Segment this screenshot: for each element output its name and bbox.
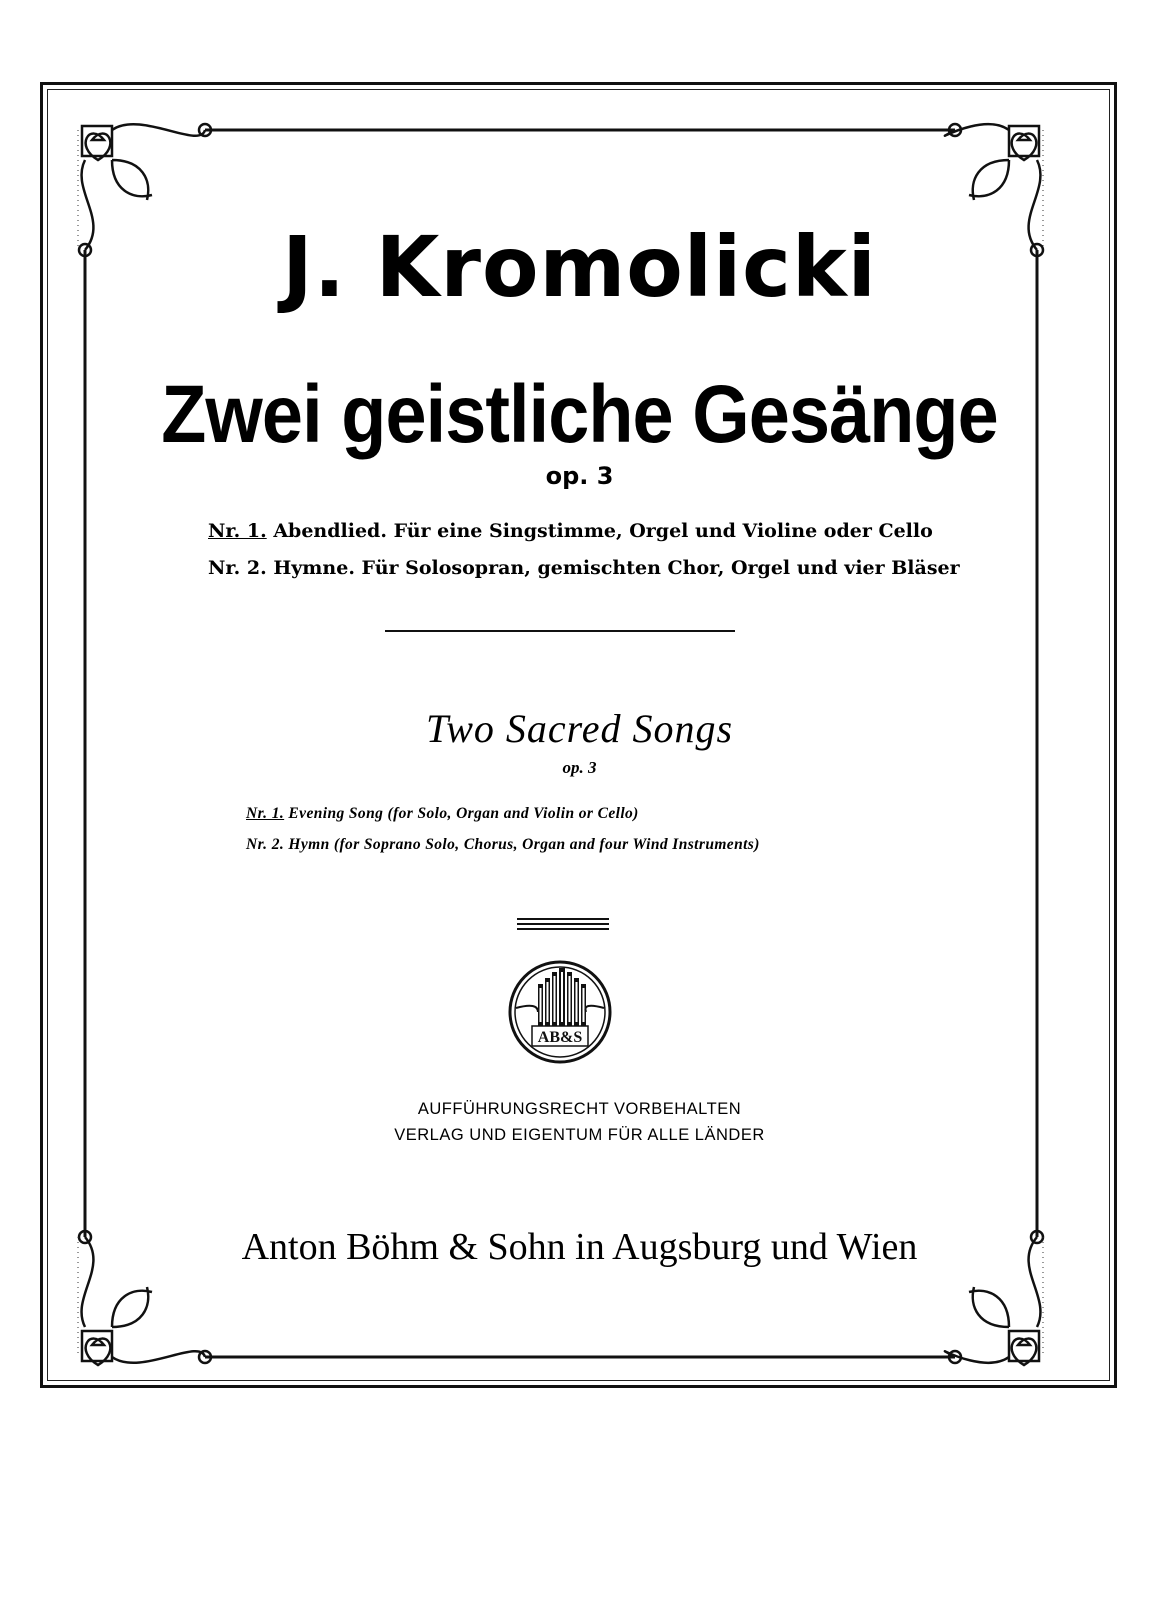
work-description: Hymne. Für Solosopran, gemischten Chor, Orgel und vier Bläser [266,557,960,579]
work-number: Nr. 2. [208,557,267,579]
publisher-logo-icon [502,958,618,1066]
rights-line-2: VERLAG UND EIGENTUM FÜR ALLE LÄNDER [394,1126,765,1144]
triple-divider [517,918,609,933]
title-english: Two Sacred Songs [425,706,734,751]
work-description: Abendlied. Für eine Singstimme, Orgel und Violine oder Cello [266,520,933,542]
publisher-imprint: Anton Böhm & Sohn in Augsburg und Wien [241,1226,918,1268]
work-description: Evening Song (for Solo, Organ and Violin or Cello) [284,805,639,822]
work-number: Nr. 1. [246,805,285,822]
work-line-de-2 [208,557,960,579]
logo-text: AB&S [537,1029,583,1046]
divider-rule [385,630,735,632]
opus-number-german: op. 3 [545,462,614,490]
work-line-de-1 [208,520,933,542]
rights-line-1: AUFFÜHRUNGSRECHT VORBEHALTEN [417,1100,742,1118]
work-line-en-2 [246,836,760,854]
work-number: Nr. 1. [208,520,267,542]
title-german: Zwei geistliche Gesänge [161,369,998,460]
composer-name: J. Kromolicki [282,218,877,316]
work-line-en-1 [246,805,639,823]
work-description: Hymn (for Soprano Solo, Chorus, Organ and four Wind Instruments) [284,836,760,853]
opus-number-english: op. 3 [562,758,597,777]
work-number: Nr. 2. [246,836,285,853]
